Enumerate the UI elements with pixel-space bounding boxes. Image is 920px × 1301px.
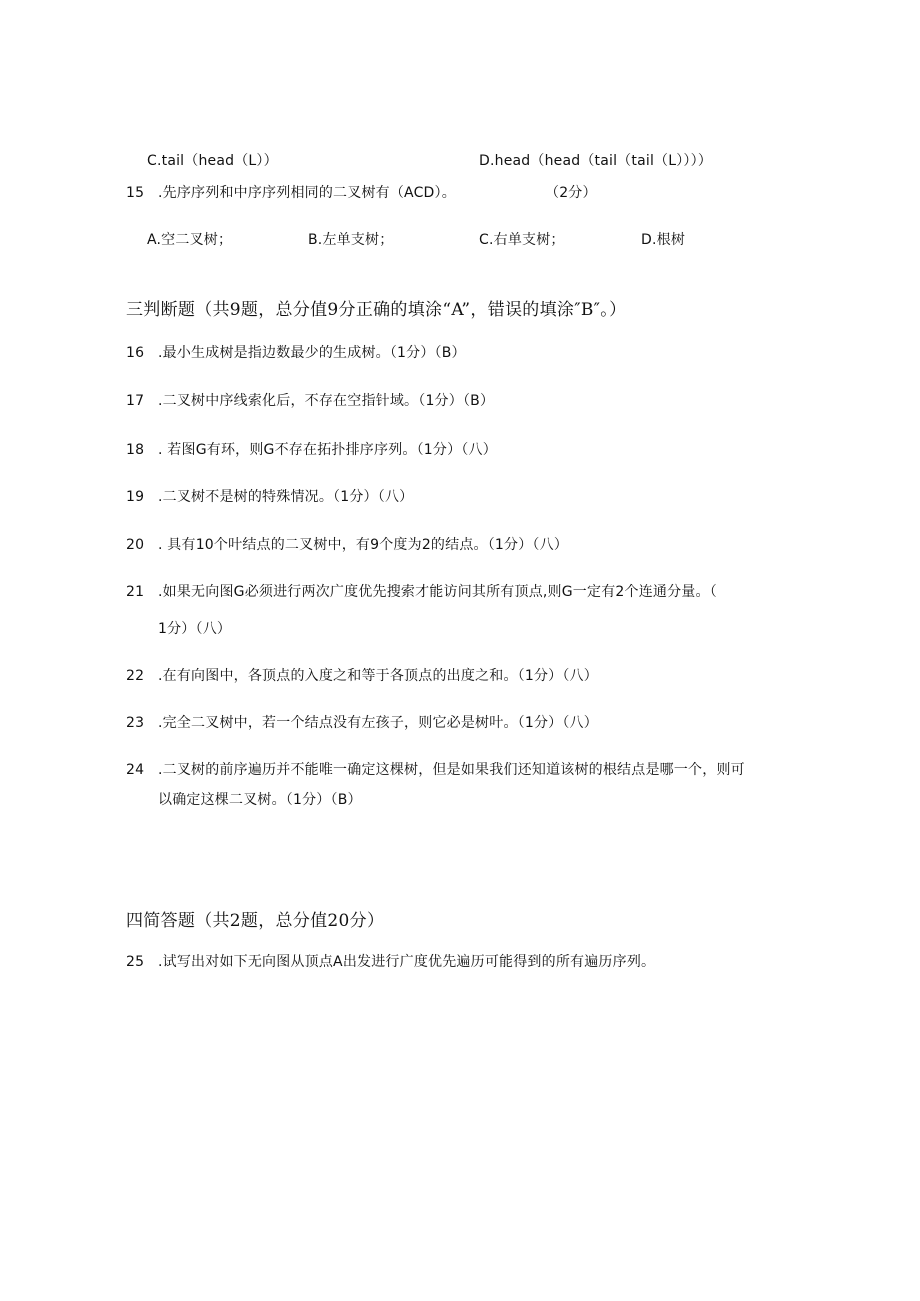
- question-number: 21: [126, 584, 145, 600]
- question-number: 22: [126, 668, 145, 684]
- q14-option-c: C.tail（head（L））: [147, 153, 278, 169]
- question-number: 19: [126, 489, 145, 505]
- question-20: [126, 534, 568, 554]
- q15-option-c: C.右单支树；: [479, 232, 565, 248]
- question-22: [126, 665, 598, 685]
- question-text: .先序序列和中序序列相同的二叉树有（ACD）。: [158, 185, 456, 201]
- question-17: [126, 390, 494, 410]
- question-23: [126, 712, 598, 732]
- section-4-heading: 四简答题（共2题，总分值20分）: [126, 911, 385, 931]
- question-15: [126, 182, 456, 202]
- question-15-score: （2分）: [545, 185, 597, 201]
- question-number: 20: [126, 537, 145, 553]
- question-18: [126, 439, 497, 459]
- question-text: .完全二叉树中，若一个结点没有左孩子，则它必是树叶。（1分）（八）: [158, 715, 598, 731]
- question-24: [126, 759, 745, 779]
- q15-option-a: A.空二叉树；: [147, 232, 233, 248]
- q14-option-d: D.head（head（tail（tail（L））））: [479, 153, 713, 169]
- question-number: 18: [126, 442, 145, 458]
- q15-option-b: B.左单支树；: [308, 232, 394, 248]
- question-number: 23: [126, 715, 145, 731]
- q15-option-d: D.根树: [641, 232, 686, 248]
- question-text: .如果无向图G必须进行两次广度优先搜索才能访问其所有顶点,则G一定有2个连通分量。（: [158, 584, 717, 600]
- question-16: [126, 342, 466, 362]
- question-text: .最小生成树是指边数最少的生成树。（1分）（B）: [158, 345, 466, 361]
- question-25: [126, 951, 655, 971]
- question-text: . 若图G有环，则G不存在拓扑排序序列。（1分）（八）: [158, 442, 497, 458]
- question-number: 24: [126, 762, 145, 778]
- question-text: .在有向图中，各顶点的入度之和等于各顶点的出度之和。（1分）（八）: [158, 668, 598, 684]
- question-number: 17: [126, 393, 145, 409]
- question-number: 25: [126, 954, 145, 970]
- question-24-continuation: 以确定这棵二叉树。（1分）（B）: [158, 792, 362, 808]
- question-text: .二叉树的前序遍历并不能唯一确定这棵树，但是如果我们还知道该树的根结点是哪一个，则可: [158, 762, 745, 778]
- question-number: 15: [126, 185, 145, 201]
- question-number: 16: [126, 345, 145, 361]
- question-text: .二叉树中序线索化后，不存在空指针域。（1分）（B）: [158, 393, 495, 409]
- question-text: .试写出对如下无向图从顶点A出发进行广度优先遍历可能得到的所有遍历序列。: [158, 954, 656, 970]
- question-21-continuation: 1分）（八）: [158, 621, 232, 637]
- question-19: [126, 486, 413, 506]
- question-text: . 具有10个叶结点的二叉树中，有9个度为2的结点。（1分）（八）: [158, 537, 569, 553]
- question-21: [126, 581, 717, 601]
- question-text: .二叉树不是树的特殊情况。（1分）（八）: [158, 489, 414, 505]
- section-3-heading: 三判断题（共9题，总分值9分正确的填涂“A”，错误的填涂″B″。）: [126, 300, 627, 320]
